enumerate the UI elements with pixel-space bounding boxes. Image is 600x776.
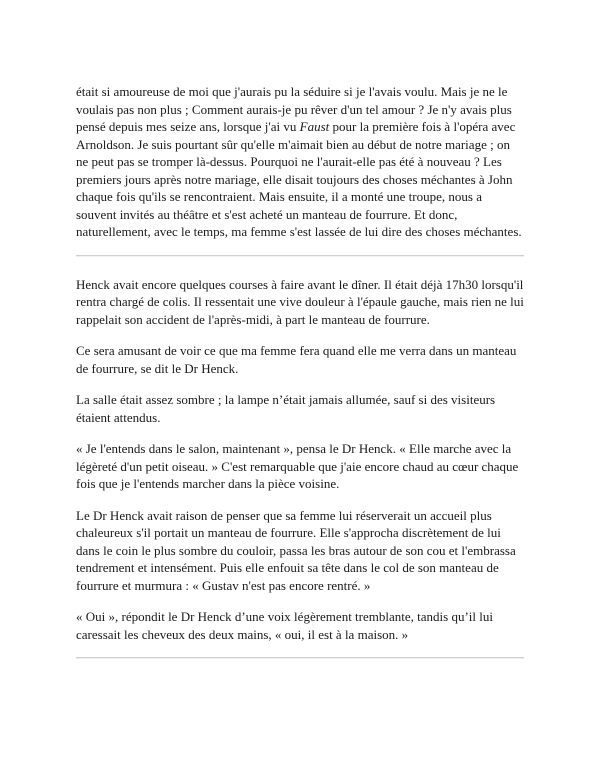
paragraph-1: [76, 83, 524, 241]
paragraph-1-text-b: pour la première fois à l'opéra avec Arnoldson. Je suis pourtant sûr qu'elle m'aimait bien au début de notre mariage ; on ne peut pas se tromper là-dessus. Pourquoi ne l'aurait-elle pas été à nouveau ? Les premiers jours après notre mariage, elle disait toujours des choses méchantes à John chaque fois qu'ils se rencontraient. Mais ensuite, il a monté une troupe, nous a souvent invités au théâtre et s'est acheté un manteau de fourrure. Et donc, naturellement, avec le temps, ma femme s'est lassée de lui dire des choses méchantes.: [76, 119, 522, 239]
section-divider-bottom: [76, 657, 524, 658]
paragraph-5: « Je l'entends dans le salon, maintenant », pensa le Dr Henck. « Elle marche avec la légèreté d'un petit oiseau. » C'est remarquable que j'aie encore chaud au cœur chaque fois que je l'entends marcher dans la pièce voisine.: [76, 441, 519, 491]
paragraph-7: « Oui », répondit le Dr Henck d’une voix légèrement tremblante, tandis qu’il lui caressait les cheveux des deux mains, « oui, il est à la maison. »: [76, 609, 493, 642]
paragraph-1-text-a: était si amoureuse de moi que j'aurais pu la séduire si je l'avais voulu. Mais je ne le voulais pas non plus ; Comment aurais-je pu rêver d'un tel amour ? Je n'y avais plus pensé depuis mes seize ans, lorsque j'ai vu: [76, 84, 512, 134]
paragraph-6: Le Dr Henck avait raison de penser que sa femme lui réserverait un accueil plus chaleureux s'il portait un manteau de fourrure. Elle s'approcha discrètement de lui dans le coin le plus sombre du couloir, passa les bras autour de son cou et l'embrassa tendrement et intensément. Puis elle enfouit sa tête dans le col de son manteau de fourrure et murmura : « Gustav n'est pas encore rentré. »: [76, 507, 516, 593]
section-divider-top: [76, 255, 524, 256]
paragraph-3: Ce sera amusant de voir ce que ma femme fera quand elle me verra dans un manteau de fourrure, se dit le Dr Henck.: [76, 343, 517, 376]
paragraph-2: Henck avait encore quelques courses à faire avant le dîner. Il était déjà 17h30 lorsqu'il rentra chargé de colis. Il ressentait une vive douleur à l'épaule gauche, mais rien ne lui rappelait son accident de l'après-midi, à part le manteau de fourrure.: [76, 276, 524, 327]
paragraph-4: La salle était assez sombre ; la lampe n’était jamais allumée, sauf si des visiteurs étaient attendus.: [76, 392, 496, 425]
faust-title: Faust: [299, 119, 330, 134]
section-2: [76, 276, 524, 644]
